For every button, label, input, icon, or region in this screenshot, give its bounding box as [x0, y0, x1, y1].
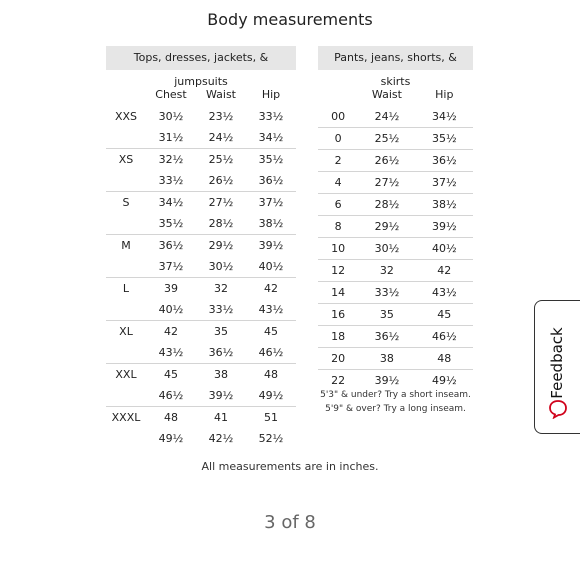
table-row — [318, 304, 473, 326]
measurement-cell: 33½ — [358, 282, 415, 304]
table-row — [318, 282, 473, 304]
table-row — [106, 278, 296, 300]
table-row — [106, 364, 296, 386]
measurement-cell: 34½ — [246, 127, 296, 149]
size-label: 16 — [318, 304, 358, 326]
size-label: 12 — [318, 260, 358, 282]
tops-section-header: Tops, dresses, jackets, & jumpsuits — [106, 46, 296, 70]
column-header: Hip — [261, 87, 281, 101]
footer-note: All measurements are in inches. — [201, 460, 379, 473]
size-label: L — [122, 282, 130, 295]
size-label: 10 — [318, 238, 358, 260]
table-row — [106, 213, 296, 235]
size-label: 2 — [318, 150, 358, 172]
measurement-cell: 40½ — [146, 299, 196, 321]
size-label: 8 — [318, 216, 358, 238]
size-label — [106, 213, 146, 235]
pants-section-header: Pants, jeans, shorts, & skirts — [318, 46, 473, 70]
measurement-cell: 42½ — [208, 432, 234, 445]
measurement-cell: 41 — [214, 411, 228, 424]
measurement-cell: 52½ — [258, 432, 284, 445]
size-label: XXS — [114, 110, 138, 123]
measurement-cell: 48 — [416, 348, 473, 370]
measurement-cell: 38 — [358, 348, 415, 370]
size-label — [106, 170, 146, 192]
measurement-cell: 46½ — [416, 326, 473, 348]
measurement-cell: 37½ — [258, 196, 284, 209]
column-header: Hip — [435, 87, 454, 101]
size-label — [106, 299, 146, 321]
measurement-cell: 49½ — [158, 432, 184, 445]
measurement-cell: 45 — [416, 304, 473, 326]
measurement-cell: 24½ — [196, 127, 246, 149]
size-label: 6 — [318, 194, 358, 216]
measurement-cell: 36½ — [358, 326, 415, 348]
measurement-cell: 37½ — [146, 256, 196, 278]
measurement-cell: 35½ — [416, 128, 473, 150]
size-label: 0 — [318, 128, 358, 150]
measurement-cell: 25½ — [208, 153, 234, 166]
measurement-cell: 35 — [214, 325, 228, 338]
measurement-cell: 30½ — [158, 110, 184, 123]
measurement-cell: 33½ — [146, 170, 196, 192]
size-label: XS — [118, 153, 134, 166]
size-label — [106, 256, 146, 278]
feedback-button[interactable] — [534, 300, 580, 434]
size-label — [106, 428, 146, 449]
measurement-cell: 46½ — [246, 342, 296, 364]
measurement-cell: 33½ — [258, 110, 284, 123]
size-label: XL — [119, 325, 133, 338]
measurement-cell: 40½ — [246, 256, 296, 278]
measurement-cell: 31½ — [146, 127, 196, 149]
table-row — [318, 128, 473, 150]
measurement-cell: 39½ — [416, 216, 473, 238]
measurement-cell: 35½ — [258, 153, 284, 166]
measurement-cell: 42 — [416, 260, 473, 282]
measurement-cell: 39½ — [196, 385, 246, 407]
measurement-cell: 35½ — [146, 213, 196, 235]
measurement-cell: 43½ — [416, 282, 473, 304]
table-row — [106, 407, 296, 429]
table-row — [318, 238, 473, 260]
measurement-cell: 40½ — [416, 238, 473, 260]
measurement-cell: 32½ — [158, 153, 184, 166]
measurement-cell: 51 — [264, 411, 278, 424]
tops-measurements-table — [106, 82, 296, 449]
measurement-cell: 45 — [264, 325, 278, 338]
table-row — [318, 260, 473, 282]
table-row — [318, 106, 473, 128]
size-label: 00 — [318, 106, 358, 128]
measurement-cell: 26½ — [196, 170, 246, 192]
measurement-cell: 49½ — [431, 374, 457, 387]
measurement-cell: 26½ — [358, 150, 415, 172]
size-label: 4 — [318, 172, 358, 194]
measurement-cell: 42 — [164, 325, 178, 338]
column-header: Chest — [155, 87, 187, 101]
measurement-cell: 30½ — [358, 238, 415, 260]
size-label: M — [121, 239, 131, 252]
measurement-cell: 37½ — [416, 172, 473, 194]
measurement-cell: 36½ — [196, 342, 246, 364]
table-row — [318, 150, 473, 172]
measurement-cell: 34½ — [158, 196, 184, 209]
measurement-cell: 43½ — [146, 342, 196, 364]
table-row — [318, 326, 473, 348]
table-row — [106, 256, 296, 278]
measurement-cell: 27½ — [208, 196, 234, 209]
long-inseam-note: 5'9" & over? Try a long inseam. — [325, 404, 466, 414]
table-row — [318, 172, 473, 194]
table-row — [106, 428, 296, 449]
table-row — [106, 106, 296, 127]
measurement-cell: 45 — [164, 368, 178, 381]
feedback-label: Feedback — [548, 327, 566, 399]
measurement-cell: 48 — [264, 368, 278, 381]
measurement-cell: 29½ — [358, 216, 415, 238]
measurement-cell: 28½ — [196, 213, 246, 235]
measurement-cell: 46½ — [146, 385, 196, 407]
measurement-cell: 38 — [214, 368, 228, 381]
measurement-cell: 42 — [264, 282, 278, 295]
measurement-cell: 39 — [164, 282, 178, 295]
measurement-cell: 27½ — [358, 172, 415, 194]
measurement-cell: 43½ — [246, 299, 296, 321]
size-label: 22 — [331, 374, 346, 387]
measurement-cell: 38½ — [246, 213, 296, 235]
table-row — [318, 194, 473, 216]
size-label: 14 — [318, 282, 358, 304]
column-header — [106, 82, 146, 106]
size-label — [106, 385, 146, 407]
size-label: XXL — [115, 368, 137, 381]
measurement-cell: 32 — [214, 282, 228, 295]
table-row — [106, 170, 296, 192]
size-label — [106, 127, 146, 149]
speech-bubble-icon — [548, 399, 568, 419]
size-label: 20 — [318, 348, 358, 370]
measurement-cell: 29½ — [208, 239, 234, 252]
table-row — [106, 385, 296, 407]
column-header — [318, 82, 358, 106]
column-header: Waist — [371, 87, 402, 101]
measurement-cell: 36½ — [416, 150, 473, 172]
table-row — [106, 321, 296, 343]
measurement-cell: 30½ — [196, 256, 246, 278]
table-row — [106, 192, 296, 214]
table-row — [318, 216, 473, 238]
size-label — [106, 342, 146, 364]
measurement-cell: 34½ — [416, 106, 473, 128]
page-indicator: 3 of 8 — [264, 512, 316, 533]
size-label: 18 — [318, 326, 358, 348]
measurement-cell: 35 — [358, 304, 415, 326]
size-label: S — [122, 196, 130, 209]
measurement-cell: 49½ — [246, 385, 296, 407]
table-row — [106, 127, 296, 149]
measurement-cell: 39½ — [258, 239, 284, 252]
table-row — [106, 342, 296, 364]
table-header-row — [106, 82, 296, 106]
measurement-cell: 25½ — [358, 128, 415, 150]
measurement-cell: 39½ — [374, 374, 400, 387]
short-inseam-note: 5'3" & under? Try a short inseam. — [320, 390, 471, 400]
column-header: Waist — [205, 87, 236, 101]
measurement-cell: 36½ — [246, 170, 296, 192]
measurement-cell: 38½ — [416, 194, 473, 216]
table-row — [106, 299, 296, 321]
measurement-cell: 36½ — [158, 239, 184, 252]
measurement-cell: 28½ — [358, 194, 415, 216]
measurement-cell: 32 — [358, 260, 415, 282]
table-row — [318, 348, 473, 370]
measurement-cell: 24½ — [358, 106, 415, 128]
size-label: XXXL — [111, 411, 141, 424]
table-row — [106, 235, 296, 257]
measurement-cell: 33½ — [196, 299, 246, 321]
pants-measurements-table — [318, 82, 473, 391]
page-title: Body measurements — [207, 10, 373, 29]
measurement-cell: 23½ — [208, 110, 234, 123]
table-row — [106, 149, 296, 171]
table-header-row — [318, 82, 473, 106]
measurement-cell: 48 — [164, 411, 178, 424]
